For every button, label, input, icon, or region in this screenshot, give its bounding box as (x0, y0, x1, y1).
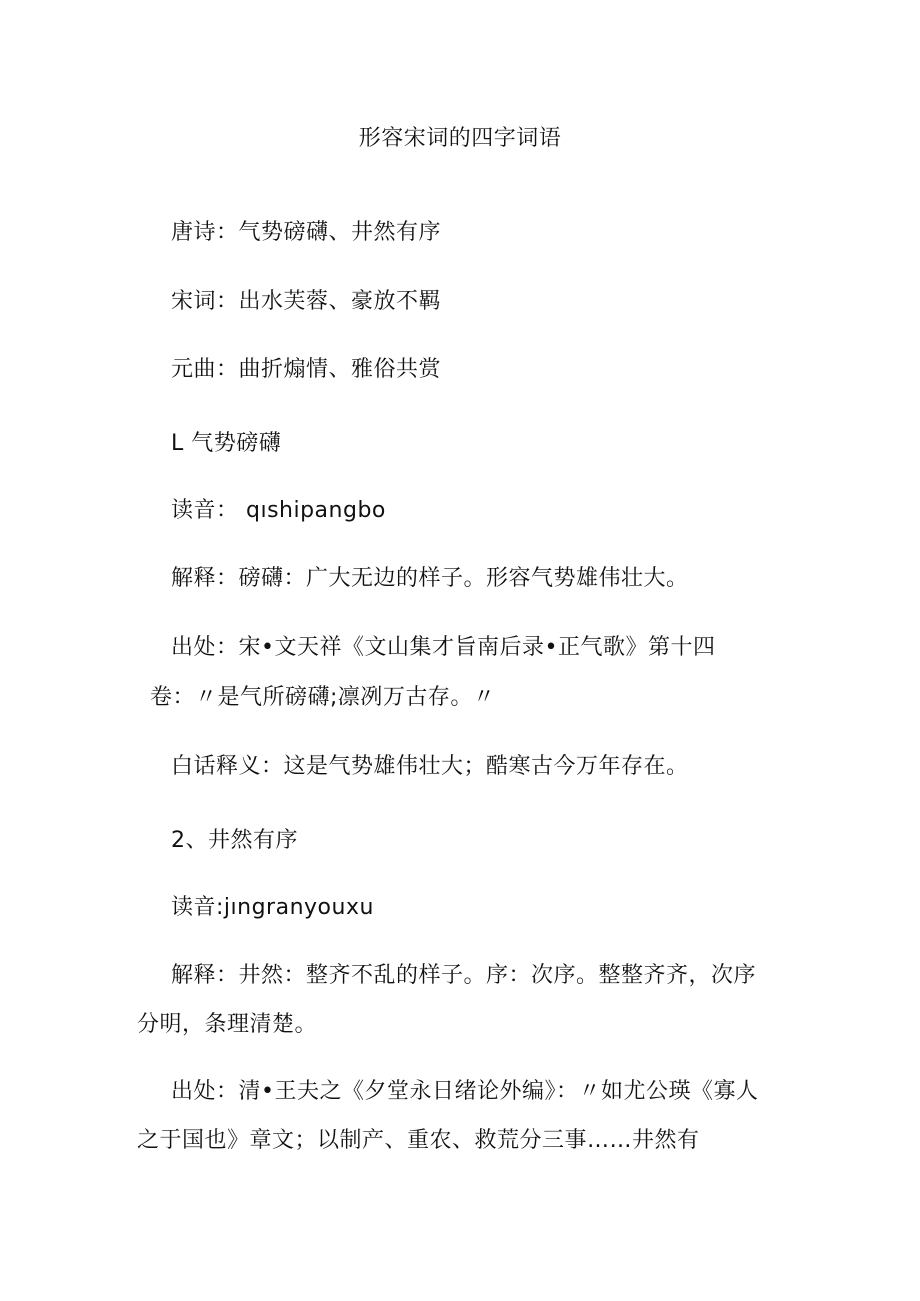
section-heading-2: 2、井然有序 (171, 828, 298, 853)
explanation-2-line2: 分明，条理清楚。 (137, 1012, 318, 1037)
explanation-1: 解释：磅礴：广大无边的样子。形容气势雄伟壮大。 (171, 566, 689, 591)
summary-song-ci: 宋词：出水芙蓉、豪放不羁 (171, 289, 442, 314)
section-heading-1: L 气势磅礴 (171, 431, 282, 456)
vernacular-1: 白话释义：这是气势雄伟壮大；酷寒古今万年存在。 (171, 754, 689, 779)
summary-tang-poetry: 唐诗：气势磅礴、井然有序 (171, 220, 442, 245)
source-2-line1: 出处：清•王夫之《夕堂永日绪论外编》：〃如尤公瑛《寡人 (171, 1079, 759, 1104)
source-1-line1: 出处：宋•文天祥《文山集才旨南后录•正气歌》第十四 (171, 635, 716, 660)
source-2-line2: 之于国也》章文；以制产、重农、救荒分三事……井然有 (137, 1128, 700, 1153)
explanation-2-line1: 解释：井然：整齐不乱的样子。序：次序。整整齐齐，次序 (171, 963, 757, 988)
source-1-line2: 卷：〃是气所磅礴;凛冽万古存。〃 (150, 685, 496, 710)
summary-yuan-qu: 元曲：曲折煽情、雅俗共赏 (171, 357, 442, 382)
pronunciation-1: 读音： qıshipangbo (171, 498, 386, 523)
page-title: 形容宋词的四字词语 (358, 126, 562, 151)
pronunciation-2: 读音:jıngranyouxu (171, 895, 374, 920)
